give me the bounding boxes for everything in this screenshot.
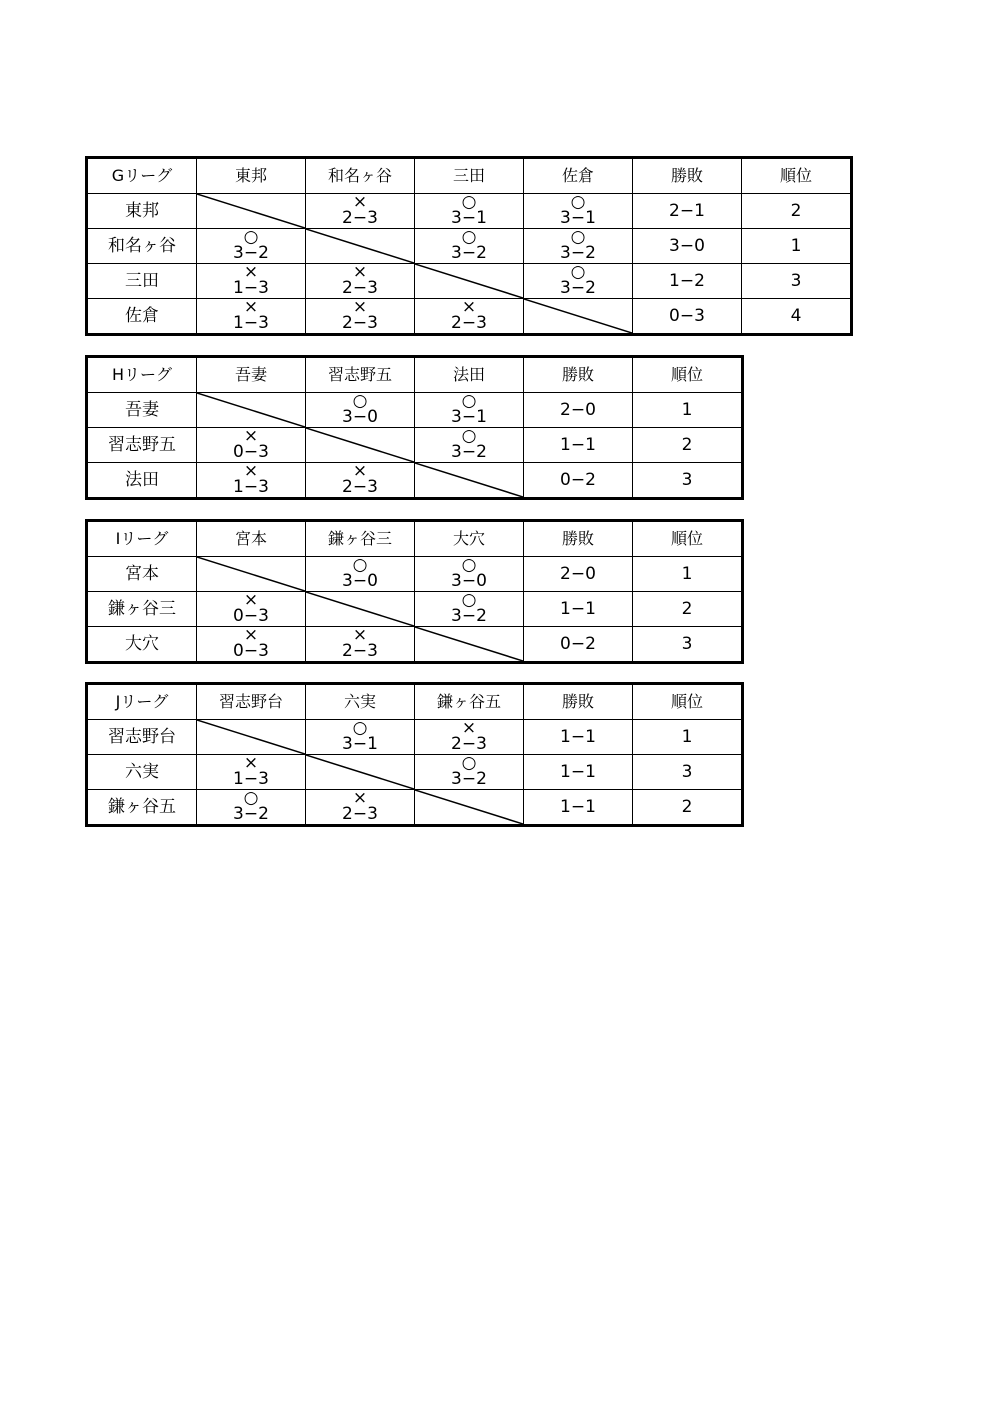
- loss-mark: ×: [352, 788, 368, 808]
- match-score: 3−2: [233, 243, 269, 263]
- win-mark: ○: [461, 227, 477, 247]
- match-result: [415, 720, 523, 754]
- rank-value: 1: [742, 229, 852, 264]
- rank-value: 3: [633, 627, 743, 663]
- match-result-cell: [306, 264, 415, 299]
- loss-mark: ×: [243, 426, 259, 446]
- self-match-cell: [306, 755, 415, 790]
- rank-value: 2: [633, 790, 743, 826]
- match-score: 1−3: [233, 477, 269, 497]
- match-result: [306, 720, 414, 754]
- match-score: 2−3: [451, 734, 487, 754]
- match-score: 3−2: [560, 278, 596, 298]
- team-name: 宮本: [87, 557, 197, 592]
- match-result-cell: [197, 229, 306, 264]
- loss-mark: ×: [243, 461, 259, 481]
- match-result-cell: [197, 299, 306, 335]
- win-mark: ○: [461, 555, 477, 575]
- win-mark: ○: [461, 192, 477, 212]
- team-column-header: 習志野台: [197, 684, 306, 720]
- match-result: [415, 557, 523, 591]
- match-result: [197, 463, 305, 497]
- match-result-cell: [306, 463, 415, 499]
- loss-mark: ×: [352, 262, 368, 282]
- match-score: 3−0: [342, 571, 378, 591]
- diagonal-line: [524, 299, 632, 333]
- self-match-cell: [197, 194, 306, 229]
- win-loss-record: 0−2: [524, 463, 633, 499]
- team-name: 六実: [87, 755, 197, 790]
- rank-value: 3: [742, 264, 852, 299]
- match-result-cell: [415, 557, 524, 592]
- diagonal-line: [415, 264, 523, 298]
- match-result-cell: [306, 299, 415, 335]
- match-result-cell: [524, 264, 633, 299]
- match-score: 0−3: [233, 641, 269, 661]
- match-result: [306, 463, 414, 497]
- team-name: 佐倉: [87, 299, 197, 335]
- match-score: 3−2: [451, 769, 487, 789]
- table-row: [87, 194, 852, 229]
- team-column-header: 鎌ヶ谷三: [306, 521, 415, 557]
- match-score: 2−3: [342, 641, 378, 661]
- match-result: [306, 627, 414, 661]
- match-result-cell: [415, 299, 524, 335]
- loss-mark: ×: [243, 297, 259, 317]
- match-result: [524, 229, 632, 263]
- self-match-cell: [415, 463, 524, 499]
- diagonal-line: [197, 393, 305, 427]
- match-result-cell: [306, 393, 415, 428]
- match-result: [197, 299, 305, 333]
- table-row: [87, 428, 743, 463]
- rank-header: 順位: [633, 521, 743, 557]
- match-score: 0−3: [233, 606, 269, 626]
- self-match-cell: [197, 557, 306, 592]
- league-table: [85, 682, 744, 827]
- win-loss-header: 勝敗: [524, 684, 633, 720]
- win-mark: ○: [461, 426, 477, 446]
- team-name: 習志野台: [87, 720, 197, 755]
- win-mark: ○: [461, 391, 477, 411]
- rank-value: 1: [633, 720, 743, 755]
- win-loss-record: 1−2: [633, 264, 742, 299]
- match-result-cell: [415, 393, 524, 428]
- match-result: [197, 264, 305, 298]
- team-column-header: 東邦: [197, 158, 306, 194]
- match-score: 3−1: [451, 407, 487, 427]
- self-match-cell: [415, 790, 524, 826]
- league-title: Iリーグ: [87, 521, 197, 557]
- match-result: [415, 592, 523, 626]
- match-result: [415, 299, 523, 333]
- rank-value: 2: [742, 194, 852, 229]
- match-result: [306, 299, 414, 333]
- team-column-header: 宮本: [197, 521, 306, 557]
- match-result-cell: [306, 720, 415, 755]
- match-score: 1−3: [233, 313, 269, 333]
- match-result: [524, 264, 632, 298]
- match-result: [197, 229, 305, 263]
- match-result-cell: [197, 755, 306, 790]
- win-loss-record: 2−0: [524, 557, 633, 592]
- win-mark: ○: [243, 227, 259, 247]
- match-result: [197, 627, 305, 661]
- match-result: [415, 229, 523, 263]
- header-row: [87, 158, 852, 194]
- match-score: 2−3: [342, 278, 378, 298]
- diagonal-line: [197, 194, 305, 228]
- table-row: [87, 299, 852, 335]
- rank-value: 3: [633, 755, 743, 790]
- table-row: [87, 264, 852, 299]
- loss-mark: ×: [243, 753, 259, 773]
- match-result-cell: [415, 592, 524, 627]
- loss-mark: ×: [352, 192, 368, 212]
- match-result: [306, 790, 414, 824]
- rank-value: 2: [633, 428, 743, 463]
- loss-mark: ×: [352, 625, 368, 645]
- team-column-header: 和名ヶ谷: [306, 158, 415, 194]
- team-name: 習志野五: [87, 428, 197, 463]
- match-result-cell: [524, 194, 633, 229]
- loss-mark: ×: [352, 461, 368, 481]
- team-column-header: 習志野五: [306, 357, 415, 393]
- league-table: [85, 519, 744, 664]
- match-result: [306, 557, 414, 591]
- rank-header: 順位: [633, 684, 743, 720]
- loss-mark: ×: [352, 297, 368, 317]
- diagonal-line: [197, 557, 305, 591]
- diagonal-line: [415, 627, 523, 661]
- win-mark: ○: [352, 718, 368, 738]
- header-row: [87, 521, 743, 557]
- diagonal-line: [415, 463, 523, 497]
- table-row: [87, 229, 852, 264]
- win-loss-record: 1−1: [524, 720, 633, 755]
- diagonal-line: [415, 790, 523, 824]
- win-loss-record: 0−3: [633, 299, 742, 335]
- win-mark: ○: [570, 262, 586, 282]
- win-loss-record: 0−2: [524, 627, 633, 663]
- league-title: Gリーグ: [87, 158, 197, 194]
- match-result-cell: [415, 229, 524, 264]
- team-name: 法田: [87, 463, 197, 499]
- match-score: 2−3: [342, 208, 378, 228]
- win-mark: ○: [352, 391, 368, 411]
- match-score: 3−2: [451, 442, 487, 462]
- diagonal-line: [306, 229, 414, 263]
- match-score: 1−3: [233, 769, 269, 789]
- self-match-cell: [415, 264, 524, 299]
- win-loss-record: 1−1: [524, 592, 633, 627]
- match-result: [415, 194, 523, 228]
- match-result-cell: [197, 264, 306, 299]
- win-mark: ○: [570, 192, 586, 212]
- league-title: Hリーグ: [87, 357, 197, 393]
- match-result: [197, 428, 305, 462]
- match-result-cell: [197, 790, 306, 826]
- match-result-cell: [197, 627, 306, 663]
- self-match-cell: [415, 627, 524, 663]
- match-result-cell: [306, 790, 415, 826]
- match-score: 3−2: [233, 804, 269, 824]
- table-row: [87, 790, 743, 826]
- match-result-cell: [306, 557, 415, 592]
- match-score: 3−0: [342, 407, 378, 427]
- match-score: 2−3: [451, 313, 487, 333]
- match-result-cell: [197, 463, 306, 499]
- match-result-cell: [415, 428, 524, 463]
- loss-mark: ×: [243, 625, 259, 645]
- loss-mark: ×: [461, 718, 477, 738]
- loss-mark: ×: [461, 297, 477, 317]
- team-name: 鎌ヶ谷五: [87, 790, 197, 826]
- match-result-cell: [415, 755, 524, 790]
- match-score: 3−0: [451, 571, 487, 591]
- win-loss-record: 3−0: [633, 229, 742, 264]
- match-score: 1−3: [233, 278, 269, 298]
- win-loss-header: 勝敗: [524, 357, 633, 393]
- match-result: [415, 428, 523, 462]
- team-column-header: 六実: [306, 684, 415, 720]
- self-match-cell: [197, 393, 306, 428]
- team-column-header: 佐倉: [524, 158, 633, 194]
- header-row: [87, 684, 743, 720]
- rank-value: 1: [633, 557, 743, 592]
- rank-value: 1: [633, 393, 743, 428]
- win-mark: ○: [461, 590, 477, 610]
- table-row: [87, 557, 743, 592]
- match-result-cell: [197, 592, 306, 627]
- match-result-cell: [306, 194, 415, 229]
- match-score: 2−3: [342, 477, 378, 497]
- match-result-cell: [415, 194, 524, 229]
- win-loss-record: 1−1: [524, 428, 633, 463]
- win-loss-record: 2−1: [633, 194, 742, 229]
- rank-value: 4: [742, 299, 852, 335]
- header-row: [87, 357, 743, 393]
- team-name: 和名ヶ谷: [87, 229, 197, 264]
- table-row: [87, 592, 743, 627]
- match-result: [197, 790, 305, 824]
- league-table: [85, 156, 853, 336]
- team-name: 吾妻: [87, 393, 197, 428]
- table-row: [87, 755, 743, 790]
- match-score: 3−2: [451, 606, 487, 626]
- team-column-header: 法田: [415, 357, 524, 393]
- win-loss-record: 1−1: [524, 790, 633, 826]
- league-table: [85, 355, 744, 500]
- match-result: [306, 264, 414, 298]
- match-result: [197, 755, 305, 789]
- table-row: [87, 393, 743, 428]
- win-loss-header: 勝敗: [633, 158, 742, 194]
- team-name: 東邦: [87, 194, 197, 229]
- team-column-header: 鎌ヶ谷五: [415, 684, 524, 720]
- win-mark: ○: [461, 753, 477, 773]
- team-name: 大穴: [87, 627, 197, 663]
- win-loss-record: 2−0: [524, 393, 633, 428]
- match-score: 3−2: [560, 243, 596, 263]
- team-column-header: 吾妻: [197, 357, 306, 393]
- match-score: 3−1: [451, 208, 487, 228]
- match-score: 3−2: [451, 243, 487, 263]
- match-result: [197, 592, 305, 626]
- diagonal-line: [197, 720, 305, 754]
- team-name: 三田: [87, 264, 197, 299]
- match-score: 2−3: [342, 804, 378, 824]
- match-result: [415, 393, 523, 427]
- match-result: [524, 194, 632, 228]
- loss-mark: ×: [243, 590, 259, 610]
- match-score: 2−3: [342, 313, 378, 333]
- loss-mark: ×: [243, 262, 259, 282]
- table-row: [87, 463, 743, 499]
- self-match-cell: [306, 229, 415, 264]
- team-name: 鎌ヶ谷三: [87, 592, 197, 627]
- rank-value: 3: [633, 463, 743, 499]
- match-result: [415, 755, 523, 789]
- rank-header: 順位: [633, 357, 743, 393]
- rank-value: 2: [633, 592, 743, 627]
- match-result-cell: [415, 720, 524, 755]
- match-score: 0−3: [233, 442, 269, 462]
- league-title: Jリーグ: [87, 684, 197, 720]
- win-mark: ○: [243, 788, 259, 808]
- diagonal-line: [306, 592, 414, 626]
- self-match-cell: [306, 428, 415, 463]
- self-match-cell: [306, 592, 415, 627]
- team-column-header: 大穴: [415, 521, 524, 557]
- match-result-cell: [524, 229, 633, 264]
- table-row: [87, 720, 743, 755]
- win-loss-header: 勝敗: [524, 521, 633, 557]
- match-score: 3−1: [342, 734, 378, 754]
- win-mark: ○: [352, 555, 368, 575]
- match-result-cell: [306, 627, 415, 663]
- team-column-header: 三田: [415, 158, 524, 194]
- win-mark: ○: [570, 227, 586, 247]
- match-result: [306, 393, 414, 427]
- self-match-cell: [524, 299, 633, 335]
- match-result-cell: [197, 428, 306, 463]
- self-match-cell: [197, 720, 306, 755]
- rank-header: 順位: [742, 158, 852, 194]
- diagonal-line: [306, 755, 414, 789]
- table-row: [87, 627, 743, 663]
- match-score: 3−1: [560, 208, 596, 228]
- diagonal-line: [306, 428, 414, 462]
- win-loss-record: 1−1: [524, 755, 633, 790]
- match-result: [306, 194, 414, 228]
